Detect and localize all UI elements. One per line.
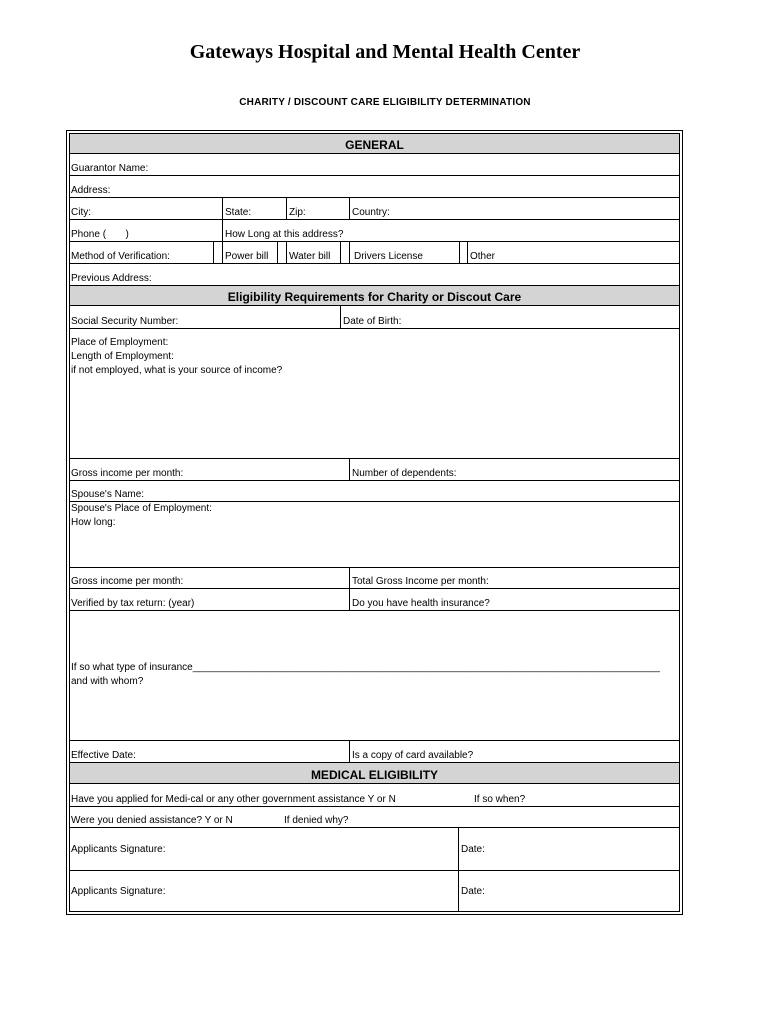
general-heading: GENERAL [345, 138, 404, 152]
city-label: City: [71, 207, 91, 218]
divider [222, 197, 223, 219]
place-of-employment-label: Place of Employment: [71, 337, 169, 348]
length-of-employment-label: Length of Employment: [71, 351, 174, 362]
eligibility-heading: Eligibility Requirements for Charity or Discout Care [227, 290, 522, 304]
divider [70, 241, 679, 242]
total-gross-label: Total Gross Income per month: [352, 576, 489, 587]
divider [349, 197, 350, 219]
applicant-signature-2-label: Applicants Signature: [71, 886, 166, 897]
divider [70, 197, 679, 198]
gross-income-label: Gross income per month: [71, 468, 184, 479]
divider [70, 305, 679, 306]
country-label: Country: [352, 207, 390, 218]
divider [70, 567, 679, 568]
date-2-label: Date: [461, 886, 485, 897]
health-insurance-label: Do you have health insurance? [352, 598, 490, 609]
how-long-label: How Long at this address? [225, 229, 344, 240]
verified-tax-label: Verified by tax return: (year) [71, 598, 195, 609]
guarantor-name-label: Guarantor Name: [71, 163, 149, 174]
state-label: State: [225, 207, 252, 218]
divider [70, 175, 679, 176]
date-1-label: Date: [461, 844, 485, 855]
applicant-signature-1-label: Applicants Signature: [71, 844, 166, 855]
divider [70, 740, 679, 741]
if-denied-why-label: If denied why? [284, 815, 349, 826]
divider [70, 610, 679, 611]
zip-label: Zip: [289, 207, 306, 218]
applied-question: Have you applied for Medi-cal or any other government assistance Y or N [71, 794, 396, 805]
divider [70, 783, 679, 784]
previous-address-label: Previous Address: [71, 273, 152, 284]
page-title: Gateways Hospital and Mental Health Center [189, 41, 581, 63]
power-bill-option: Power bill [225, 251, 269, 262]
checkbox-divider [286, 241, 287, 263]
ssn-label: Social Security Number: [71, 316, 179, 327]
divider [70, 219, 679, 220]
divider [70, 153, 679, 154]
denied-question: Were you denied assistance? Y or N [71, 815, 233, 826]
checkbox-divider [277, 241, 278, 263]
checkbox-divider [467, 241, 468, 263]
gross-income-2-label: Gross income per month: [71, 576, 184, 587]
checkbox-divider [213, 241, 214, 263]
divider [70, 588, 679, 589]
divider [222, 219, 223, 241]
divider [70, 827, 679, 828]
spouse-how-long-label: How long: [71, 517, 116, 528]
eligibility-form [66, 130, 683, 915]
divider [70, 458, 679, 459]
divider [349, 740, 350, 762]
spouse-name-label: Spouse's Name: [71, 489, 145, 500]
form-subtitle: CHARITY / DISCOUNT CARE ELIGIBILITY DETERMINATION [239, 97, 531, 108]
divider [70, 870, 679, 871]
if-so-when-label: If so when? [474, 794, 526, 805]
checkbox-divider [340, 241, 341, 263]
with-whom-label: and with whom? [71, 676, 144, 687]
divider [70, 806, 679, 807]
divider [70, 501, 679, 502]
verification-label: Method of Verification: [71, 251, 170, 262]
water-bill-option: Water bill [289, 251, 331, 262]
form-inner-frame [69, 133, 680, 912]
divider [70, 263, 679, 264]
checkbox-divider [222, 241, 223, 263]
checkbox-divider [349, 241, 350, 263]
effective-date-label: Effective Date: [71, 750, 136, 761]
source-of-income-label: if not employed, what is your source of income? [71, 365, 283, 376]
phone-label: Phone ( ) [71, 229, 129, 240]
address-label: Address: [71, 185, 111, 196]
divider [70, 480, 679, 481]
other-option: Other [470, 251, 496, 262]
divider [349, 458, 350, 480]
dob-label: Date of Birth: [343, 316, 402, 327]
divider [340, 305, 341, 328]
medical-heading: MEDICAL ELIGIBILITY [310, 768, 439, 782]
insurance-type-label: If so what type of insurance____________________________________________________________________________________ [71, 662, 660, 673]
divider [286, 197, 287, 219]
drivers-license-option: Drivers License [354, 251, 423, 262]
divider [70, 328, 679, 329]
spouse-employment-label: Spouse's Place of Employment: [71, 503, 212, 514]
card-copy-label: Is a copy of card available? [352, 750, 474, 761]
checkbox-divider [459, 241, 460, 263]
dependents-label: Number of dependents: [352, 468, 457, 479]
